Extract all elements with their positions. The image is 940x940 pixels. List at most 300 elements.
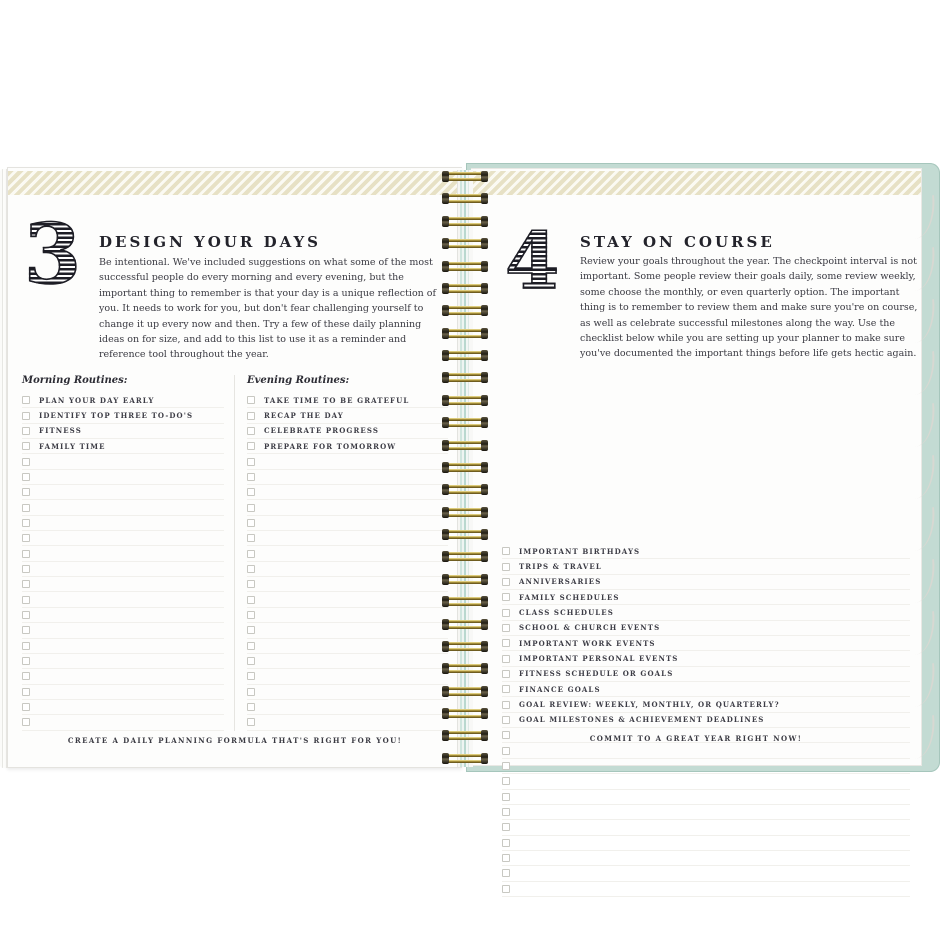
checkbox[interactable] [502,762,510,770]
column-heading: Evening Routines: [247,375,350,386]
binding-wire [446,335,484,338]
checklist-item-label: TRIPS & TRAVEL [519,562,602,572]
blank-checklist-row [502,820,910,835]
blank-checklist-row [22,500,224,515]
binding-loop [442,575,488,585]
checkbox[interactable] [247,504,255,512]
checklist-item-label: IMPORTANT WORK EVENTS [519,638,656,648]
blank-checklist-row [247,608,448,623]
blank-checklist-row [247,685,448,700]
binding-loop [442,351,488,361]
checkbox[interactable] [247,611,255,619]
checkbox[interactable] [247,626,255,634]
binding-loop [442,485,488,495]
checklist-item-label: FAMILY SCHEDULES [519,592,620,602]
binding-wire-end [481,417,488,428]
binding-wire-end [481,350,488,361]
checkbox[interactable] [22,550,30,558]
binding-wire-end [481,663,488,674]
checkbox[interactable] [247,703,255,711]
binding-wire [446,737,484,740]
binding-wire [446,715,484,718]
checkbox[interactable] [22,611,30,619]
checklist-row [502,713,910,728]
checkbox[interactable] [22,688,30,696]
binding-wire [446,508,484,511]
checkbox[interactable] [502,777,510,785]
binding-wire [446,217,484,220]
binding-wire-end [481,372,488,383]
checkbox[interactable] [502,639,510,647]
binding-wire-end [481,216,488,227]
checkbox[interactable] [502,869,510,877]
binding-wire [446,648,484,651]
binding-wire-end [481,619,488,630]
checklist-item-label: RECAP THE DAY [264,411,344,421]
binding-loop [442,194,488,204]
checklist-row [502,590,910,605]
checklist-row [247,408,448,423]
checklist-item-label: IMPORTANT BIRTHDAYS [519,546,641,556]
binding-wire-end [481,529,488,540]
checklist-item-label: IDENTIFY TOP THREE TO-DO'S [39,411,194,421]
binding-wire [446,424,484,427]
checklist-item-label: CELEBRATE PROGRESS [264,426,379,436]
binding-wire [446,172,484,175]
checkbox[interactable] [22,534,30,542]
blank-checklist-row [247,639,448,654]
blank-checklist-row [22,623,224,638]
blank-checklist-row [22,608,224,623]
binding-wire [446,620,484,623]
binding-wire [446,379,484,382]
page-curl-edge [910,611,938,655]
binding-wire [446,418,484,421]
blank-checklist-row [22,531,224,546]
blank-checklist-row [22,454,224,469]
blank-checklist-row [22,516,224,531]
page-curl-edge [910,299,938,343]
checkbox[interactable] [22,519,30,527]
blank-checklist-row [247,562,448,577]
binding-wire-end [481,708,488,719]
checkbox[interactable] [502,578,510,586]
blank-checklist-row [247,470,448,485]
binding-loop [442,418,488,428]
evening-routines-column [235,375,448,731]
checkbox[interactable] [502,655,510,663]
right-page-footer: COMMIT TO A GREAT YEAR RIGHT NOW! [589,734,803,743]
checkbox[interactable] [502,701,510,709]
checklist-row [247,439,448,454]
checkbox[interactable] [502,685,510,693]
checkbox[interactable] [22,473,30,481]
checklist-item-label: CLASS SCHEDULES [519,608,614,618]
binding-wire [446,262,484,265]
checkbox[interactable] [502,624,510,632]
checkbox[interactable] [22,672,30,680]
binding-wire-end [481,686,488,697]
binding-wire [446,463,484,466]
binding-wire [446,178,484,181]
binding-wire-end [442,216,449,227]
binding-wire-end [442,328,449,339]
binding-wire [446,284,484,287]
binding-wire [446,536,484,539]
binding-wire [446,373,484,376]
blank-checklist-row [22,700,224,715]
checklist-row [247,424,448,439]
binding-loop [442,597,488,607]
checkbox[interactable] [247,642,255,650]
blank-checklist-row [22,592,224,607]
binding-wire-end [481,753,488,764]
blank-checklist-row [247,623,448,638]
checkbox[interactable] [22,626,30,634]
binding-wire [446,396,484,399]
morning-routines-column [22,375,235,731]
binding-wire-end [481,596,488,607]
left-page-stripe-band [8,171,462,195]
checklist-item-label: GOAL REVIEW: WEEKLY, MONTHLY, OR QUARTERLY? [519,700,780,710]
checklist-row [247,393,448,408]
binding-loop [442,262,488,272]
checklist-row [502,651,910,666]
page-curl-edge [910,403,938,447]
blank-checklist-row [502,743,910,758]
checklist-item-label: ANNIVERSARIES [519,577,602,587]
column-heading: Morning Routines: [22,375,128,386]
checkbox[interactable] [22,596,30,604]
checkbox[interactable] [22,504,30,512]
binding-wire [446,581,484,584]
checklist-row [502,605,910,620]
binding-wire-end [481,328,488,339]
blank-checklist-row [247,715,448,730]
checkbox[interactable] [502,670,510,678]
binding-loop [442,306,488,316]
checkbox[interactable] [22,412,30,420]
blank-checklist-row [22,715,224,730]
binding-wire [446,597,484,600]
blank-checklist-row [502,774,910,789]
blank-checklist-row [22,654,224,669]
page-curl-edge [910,247,938,291]
binding-wire [446,200,484,203]
binding-loop [442,754,488,764]
binding-wire-end [442,507,449,518]
checklist-item-label: FITNESS [39,426,82,436]
blank-checklist-row [247,485,448,500]
binding-wire-end [481,440,488,451]
checkbox[interactable] [247,596,255,604]
binding-wire [446,530,484,533]
binding-wire-end [442,417,449,428]
checkbox[interactable] [247,688,255,696]
left-page-intro: Be intentional. We've included suggestions on what some of the most successful people do every morning and every evening, but the important thing to remember is that your day is a unique reflection of you. It needs to work for you, but don't fear challenging yourself to change it up every now and then. Try a few of these daily planning ideas on for size, and add to this list to use it as a reminder and reference tool throughout the year. [99,257,437,361]
binding-wire [446,306,484,309]
checkbox[interactable] [22,565,30,573]
binding-wire-end [481,641,488,652]
binding-loop [442,284,488,294]
checkbox[interactable] [22,580,30,588]
binding-wire-end [481,484,488,495]
checkbox[interactable] [502,854,510,862]
binding-wire-end [481,730,488,741]
binding-wire-end [442,350,449,361]
checklist-row [502,697,910,712]
spiral-binding [442,172,488,764]
blank-checklist-row [22,546,224,561]
checkbox[interactable] [247,565,255,573]
binding-loop [442,441,488,451]
checklist-row [502,575,910,590]
checklist-row [502,667,910,682]
checklist-row [22,393,224,408]
checklist-row [502,621,910,636]
checkbox[interactable] [22,442,30,450]
blank-checklist-row [247,577,448,592]
binding-wire-end [481,551,488,562]
blank-checklist-row [502,759,910,774]
blank-checklist-row [502,866,910,881]
page-curl-edge [910,195,938,239]
blank-checklist-row [247,592,448,607]
binding-wire-end [481,305,488,316]
chapter-number-right: 4 [505,216,558,307]
binding-wire-end [442,193,449,204]
binding-wire-end [442,596,449,607]
checkbox[interactable] [247,396,255,404]
checkbox[interactable] [502,547,510,555]
binding-loop [442,731,488,741]
checkbox[interactable] [247,488,255,496]
blank-checklist-row [247,516,448,531]
binding-wire [446,223,484,226]
binding-loop [442,642,488,652]
right-page-stripe-band [471,171,921,195]
checkbox[interactable] [502,593,510,601]
binding-wire [446,441,484,444]
binding-wire-end [481,238,488,249]
right-page-title: STAY ON COURSE [580,233,775,251]
checkbox[interactable] [502,808,510,816]
binding-wire-end [481,395,488,406]
checkbox[interactable] [502,885,510,893]
binding-loop [442,373,488,383]
binding-wire-end [442,305,449,316]
blank-checklist-row [22,669,224,684]
binding-wire-end [442,462,449,473]
checkbox[interactable] [22,718,30,726]
checkbox[interactable] [22,488,30,496]
blank-checklist-row [502,805,910,820]
blank-checklist-row [247,669,448,684]
checklist-item-label: PREPARE FOR TOMORROW [264,441,397,451]
checkbox[interactable] [502,823,510,831]
checkbox[interactable] [22,458,30,466]
checkbox[interactable] [247,442,255,450]
binding-loop [442,239,488,249]
checklist-row [22,424,224,439]
binding-wire [446,469,484,472]
checkbox[interactable] [22,703,30,711]
page-curl-edges [903,196,939,761]
morning-routines-list [22,393,224,731]
binding-wire-end [442,171,449,182]
binding-wire-end [442,730,449,741]
checklist-row [502,682,910,697]
checklist-row [502,544,910,559]
blank-checklist-row [22,562,224,577]
checkbox[interactable] [22,657,30,665]
binding-wire [446,357,484,360]
page-curl-edge [910,559,938,603]
binding-wire-end [442,641,449,652]
binding-loop [442,217,488,227]
binding-wire [446,670,484,673]
course-checklist-rows [502,544,910,897]
blank-checklist-row [247,500,448,515]
right-page-intro: Review your goals throughout the year. The checkpoint interval is not important. Some people review their goals daily, some review weekly, some choose the monthly, or even quarterly option. The important thing is to remember to review them and make sure you're on course, as well as celebrate successful milestones along the way. Use the checklist below while you are setting up your planner to make sure you've documented the important things before life gets hectic again. [580,256,918,360]
binding-wire-end [442,283,449,294]
binding-wire-end [442,529,449,540]
left-page-footer: CREATE A DAILY PLANNING FORMULA THAT'S RIGHT FOR YOU! [67,736,403,745]
checkbox[interactable] [22,427,30,435]
binding-wire [446,760,484,763]
checkbox[interactable] [247,519,255,527]
blank-checklist-row [502,882,910,897]
blank-checklist-row [502,790,910,805]
binding-wire [446,194,484,197]
blank-checklist-row [502,836,910,851]
blank-checklist-row [22,639,224,654]
blank-checklist-row [502,851,910,866]
binding-loop [442,329,488,339]
checklist-row [22,439,224,454]
right-page [471,168,922,766]
checkbox[interactable] [247,550,255,558]
binding-wire [446,268,484,271]
binding-wire [446,693,484,696]
checklist-item-label: SCHOOL & CHURCH EVENTS [519,623,661,633]
checklist-row [502,636,910,651]
checkbox[interactable] [502,563,510,571]
blank-checklist-row [22,685,224,700]
binding-wire-end [442,708,449,719]
page-curl-edge [910,715,938,759]
binding-wire [446,626,484,629]
binding-wire [446,603,484,606]
binding-loop [442,664,488,674]
checkbox[interactable] [502,793,510,801]
checkbox[interactable] [502,716,510,724]
binding-wire [446,754,484,757]
binding-wire-end [481,283,488,294]
binding-wire-end [481,193,488,204]
checkbox[interactable] [247,427,255,435]
left-page-title: DESIGN YOUR DAYS [99,233,322,251]
binding-wire [446,239,484,242]
binding-loop [442,620,488,630]
binding-wire-end [481,261,488,272]
binding-wire [446,664,484,667]
checkbox[interactable] [502,839,510,847]
blank-checklist-row [247,654,448,669]
binding-wire [446,687,484,690]
checkbox[interactable] [247,580,255,588]
binding-wire [446,642,484,645]
page-curl-edge [910,663,938,707]
blank-checklist-row [247,531,448,546]
checkbox[interactable] [247,718,255,726]
checklist-item-label: TAKE TIME TO BE GRATEFUL [264,395,410,405]
binding-wire-end [481,171,488,182]
binding-wire-end [442,619,449,630]
checklist-item-label: FAMILY TIME [39,441,106,451]
binding-loop [442,709,488,719]
binding-wire [446,447,484,450]
page-curl-edge [910,455,938,499]
page-curl-edge [910,507,938,551]
checklist-item-label: PLAN YOUR DAY EARLY [39,395,155,405]
left-page [7,167,462,768]
binding-wire [446,558,484,561]
binding-wire-end [442,484,449,495]
binding-wire-end [442,261,449,272]
checkbox[interactable] [247,412,255,420]
checkbox[interactable] [247,473,255,481]
checkbox[interactable] [22,642,30,650]
chapter-number-left: 3 [24,207,80,303]
binding-wire-end [481,574,488,585]
page-curl-edge [910,351,938,395]
binding-loop [442,508,488,518]
checklist-row [22,408,224,423]
binding-wire-end [442,238,449,249]
checkbox[interactable] [247,657,255,665]
binding-loop [442,396,488,406]
checkbox[interactable] [247,672,255,680]
binding-wire [446,491,484,494]
binding-wire-end [442,753,449,764]
binding-wire-end [442,395,449,406]
binding-wire [446,552,484,555]
checkbox[interactable] [247,534,255,542]
checklist-item-label: IMPORTANT PERSONAL EVENTS [519,654,679,664]
binding-wire [446,329,484,332]
binding-wire-end [442,440,449,451]
binding-wire [446,312,484,315]
binding-loop [442,687,488,697]
checkbox[interactable] [247,458,255,466]
blank-checklist-row [247,546,448,561]
checklist-item-label: FITNESS SCHEDULE OR GOALS [519,669,674,679]
blank-checklist-row [247,700,448,715]
binding-loop [442,530,488,540]
binding-loop [442,463,488,473]
binding-loop [442,172,488,182]
binding-wire-end [442,574,449,585]
binding-wire [446,709,484,712]
checkbox[interactable] [502,609,510,617]
checkbox[interactable] [22,396,30,404]
binding-wire [446,402,484,405]
routine-columns [22,375,448,731]
checkbox[interactable] [502,747,510,755]
binding-wire [446,575,484,578]
binding-wire-end [442,686,449,697]
